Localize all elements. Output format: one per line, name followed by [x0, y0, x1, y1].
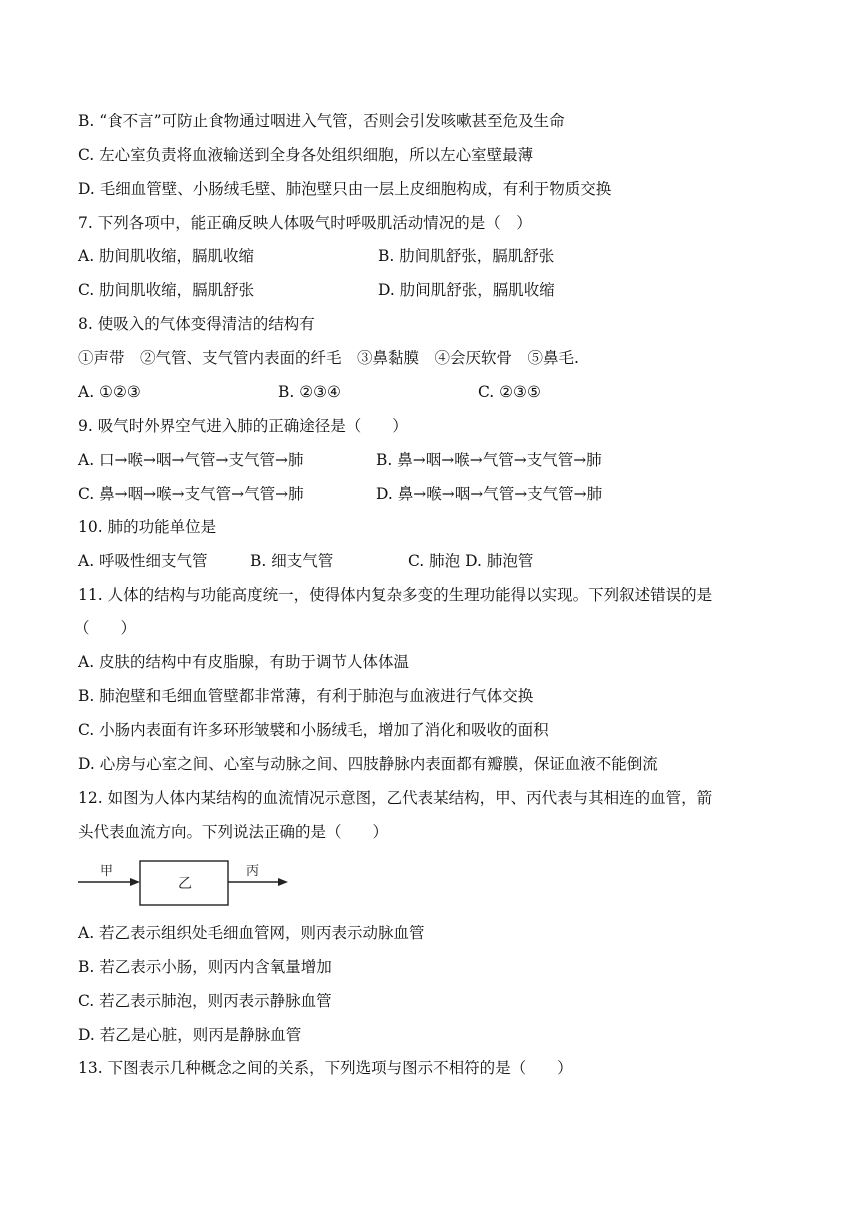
q12-stem-line1: 12. 如图为人体内某结构的血流情况示意图，乙代表某结构，甲、丙代表与其相连的血管，箭 — [78, 789, 713, 807]
blood-flow-diagram — [78, 855, 308, 915]
q10-option-a: A. 呼吸性细支气管 — [78, 552, 208, 570]
q12-option-b: B. 若乙表示小肠，则丙内含氧量增加 — [78, 958, 332, 976]
q11-stem: 11. 人体的结构与功能高度统一，使得体内复杂多变的生理功能得以实现。下列叙述错误的是 — [78, 586, 713, 604]
q11-paren: （ ） — [74, 619, 137, 637]
q9-stem: 9. 吸气时外界空气进入肺的正确途径是（ ） — [78, 417, 408, 435]
q7-option-c: C. 肋间肌收缩，膈肌舒张 — [78, 281, 255, 299]
q9-option-a: A. 口→喉→咽→气管→支气管→肺 — [78, 451, 304, 469]
q9-option-d: D. 鼻→喉→咽→气管→支气管→肺 — [376, 485, 603, 503]
q12-stem-line2: 头代表血流方向。下列说法正确的是（ ） — [78, 823, 389, 841]
q7-option-a: A. 肋间肌收缩，膈肌收缩 — [78, 247, 255, 265]
q9-option-b: B. 鼻→咽→喉→气管→支气管→肺 — [376, 451, 602, 469]
q11-option-c: C. 小肠内表面有许多环形皱襞和小肠绒毛，增加了消化和吸收的面积 — [78, 721, 549, 739]
q13-stem: 13. 下图表示几种概念之间的关系，下列选项与图示不相符的是（ ） — [78, 1059, 573, 1077]
q8-option-a: A. ①②③ — [78, 383, 141, 401]
q11-option-a: A. 皮肤的结构中有皮脂腺，有助于调节人体体温 — [78, 653, 410, 671]
vessel-jia-label: 甲 — [100, 864, 114, 879]
q10-option-cd: C. 肺泡 D. 肺泡管 — [408, 552, 534, 570]
q10-stem: 10. 肺的功能单位是 — [78, 518, 217, 536]
q7-stem: 7. 下列各项中，能正确反映人体吸气时呼吸肌活动情况的是（ ） — [78, 214, 532, 232]
q8-option-c: C. ②③⑤ — [478, 383, 541, 401]
q10-option-b: B. 细支气管 — [250, 552, 334, 570]
outflow-arrowhead — [278, 878, 288, 886]
inflow-arrowhead — [130, 878, 140, 886]
q8-stem: 8. 使吸入的气体变得清洁的结构有 — [78, 315, 315, 333]
q6-option-d: D. 毛细血管壁、小肠绒毛壁、肺泡壁只由一层上皮细胞构成，有利于物质交换 — [78, 180, 612, 198]
structure-yi-label: 乙 — [178, 876, 192, 892]
q6-option-c: C. 左心室负责将血液输送到全身各处组织细胞，所以左心室壁最薄 — [78, 146, 534, 164]
q12-option-a: A. 若乙表示组织处毛细血管网，则丙表示动脉血管 — [78, 924, 425, 942]
q9-option-c: C. 鼻→咽→喉→支气管→气管→肺 — [78, 485, 304, 503]
q8-option-b: B. ②③④ — [278, 383, 341, 401]
q11-option-b: B. 肺泡壁和毛细血管壁都非常薄，有利于肺泡与血液进行气体交换 — [78, 687, 534, 705]
q7-option-d: D. 肋间肌舒张，膈肌收缩 — [378, 281, 555, 299]
q7-option-b: B. 肋间肌舒张，膈肌舒张 — [378, 247, 555, 265]
q6-option-b: B. “食不言”可防止食物通过咽进入气管，否则会引发咳嗽甚至危及生命 — [78, 112, 565, 130]
vessel-bing-label: 丙 — [246, 864, 260, 879]
q12-option-d: D. 若乙是心脏，则丙是静脉血管 — [78, 1026, 302, 1044]
q8-items: ①声带 ②气管、支气管内表面的纤毛 ③鼻黏膜 ④会厌软骨 ⑤鼻毛. — [78, 349, 579, 367]
q11-option-d: D. 心房与心室之间、心室与动脉之间、四肢静脉内表面都有瓣膜，保证血液不能倒流 — [78, 755, 658, 773]
q12-option-c: C. 若乙表示肺泡，则丙表示静脉血管 — [78, 992, 332, 1010]
